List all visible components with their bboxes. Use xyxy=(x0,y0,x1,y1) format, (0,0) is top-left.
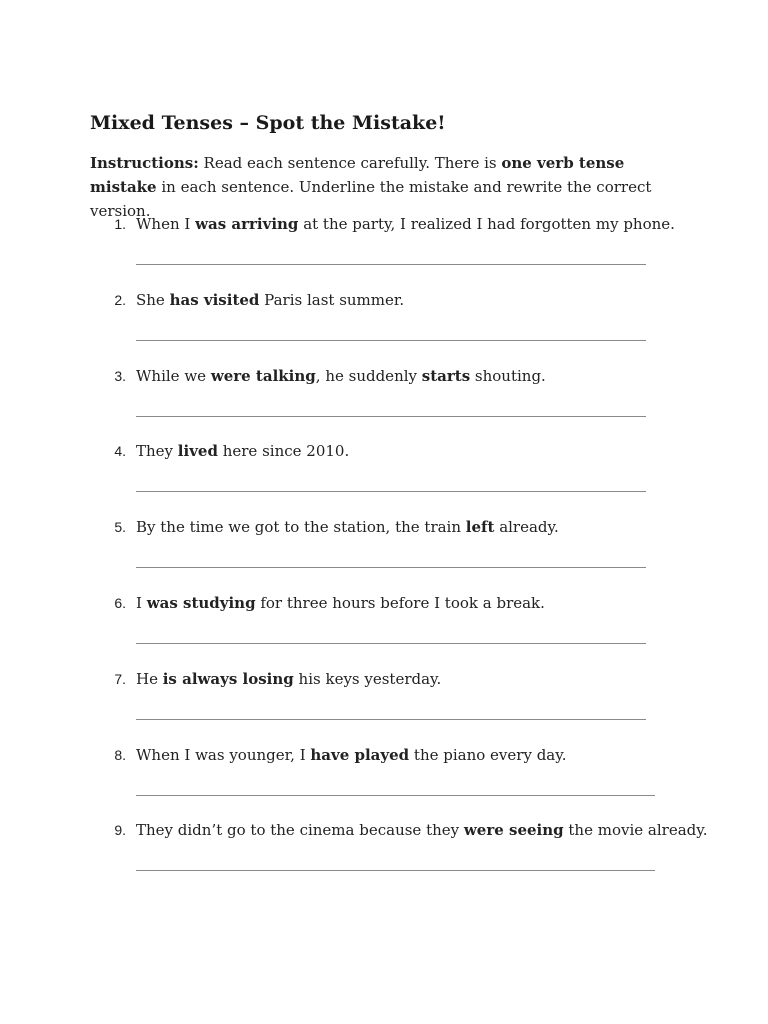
highlighted-verb: has visited xyxy=(169,290,260,309)
item-number: 8. xyxy=(114,746,126,763)
item-sentence xyxy=(136,438,349,464)
highlighted-verb: is always losing xyxy=(162,669,294,688)
item-number: 3. xyxy=(114,367,126,384)
sentence-text: I xyxy=(136,593,147,612)
exercise-item-1 xyxy=(0,211,768,287)
highlighted-verb: were talking xyxy=(210,366,316,385)
exercise-item-3 xyxy=(0,363,768,439)
item-number: 2. xyxy=(114,291,126,308)
exercise-item-4 xyxy=(0,438,768,514)
item-number: 9. xyxy=(114,822,126,839)
sentence-text: They xyxy=(136,442,178,461)
sentence-text: for three hours before I took a break. xyxy=(255,593,545,612)
sentence-text: He xyxy=(136,669,163,688)
instructions-text-continued: in each sentence. Underline the mistake and rewrite the correct version. xyxy=(90,178,652,220)
answer-line[interactable] xyxy=(136,795,655,796)
item-number: 7. xyxy=(114,670,126,687)
highlighted-verb: lived xyxy=(177,442,218,461)
answer-line[interactable] xyxy=(136,643,646,644)
answer-line[interactable] xyxy=(136,264,646,265)
item-number: 4. xyxy=(114,443,126,460)
sentence-text: shouting. xyxy=(470,366,546,385)
highlighted-verb: left xyxy=(465,518,495,537)
item-sentence xyxy=(136,363,546,389)
exercise-item-8 xyxy=(0,742,768,818)
item-sentence xyxy=(136,666,441,692)
exercise-item-7 xyxy=(0,666,768,742)
instructions-text: Read each sentence carefully. There is xyxy=(198,154,502,172)
sentence-text: When I was younger, I xyxy=(136,745,311,764)
highlighted-verb: was studying xyxy=(146,593,256,612)
highlighted-verb: have played xyxy=(310,745,410,764)
sentence-text: She xyxy=(136,290,170,309)
answer-line[interactable] xyxy=(136,719,646,720)
answer-line[interactable] xyxy=(136,416,646,417)
item-sentence xyxy=(136,287,404,313)
item-sentence xyxy=(136,514,559,540)
sentence-text: already. xyxy=(494,518,559,537)
sentence-text: , he suddenly xyxy=(315,366,422,385)
sentence-text: When I xyxy=(136,215,196,233)
item-number: 1. xyxy=(114,216,126,232)
item-sentence xyxy=(136,211,675,237)
exercise-list xyxy=(0,211,768,893)
item-number: 6. xyxy=(114,594,126,611)
page-title: Mixed Tenses – Spot the Mistake! xyxy=(90,112,446,134)
answer-line[interactable] xyxy=(136,567,646,568)
item-sentence xyxy=(136,817,708,843)
highlighted-verb: were seeing xyxy=(463,821,564,840)
item-sentence xyxy=(136,742,567,768)
highlighted-verb: was arriving xyxy=(195,215,299,233)
answer-line[interactable] xyxy=(136,491,646,492)
sentence-text: here since 2010. xyxy=(217,442,350,461)
exercise-item-5 xyxy=(0,514,768,590)
sentence-text: They didn’t go to the cinema because they xyxy=(136,821,464,840)
answer-line[interactable] xyxy=(136,870,655,871)
sentence-text: Paris last summer. xyxy=(259,290,405,309)
answer-line[interactable] xyxy=(136,340,646,341)
sentence-text: By the time we got to the station, the train xyxy=(136,518,466,537)
sentence-text: his keys yesterday. xyxy=(293,669,442,688)
sentence-text: the movie already. xyxy=(563,821,708,840)
exercise-item-2 xyxy=(0,287,768,363)
highlighted-verb: starts xyxy=(421,366,471,385)
sentence-text: While we xyxy=(136,366,211,385)
exercise-item-6 xyxy=(0,590,768,666)
sentence-text: the piano every day. xyxy=(409,745,567,764)
item-sentence xyxy=(136,590,545,616)
instructions-label: Instructions: xyxy=(90,154,199,172)
exercise-item-9 xyxy=(0,817,768,893)
item-number: 5. xyxy=(114,519,126,536)
sentence-text: at the party, I realized I had forgotten my phone. xyxy=(298,215,675,233)
instructions-emphasis: one verb tense mistake xyxy=(90,154,625,196)
